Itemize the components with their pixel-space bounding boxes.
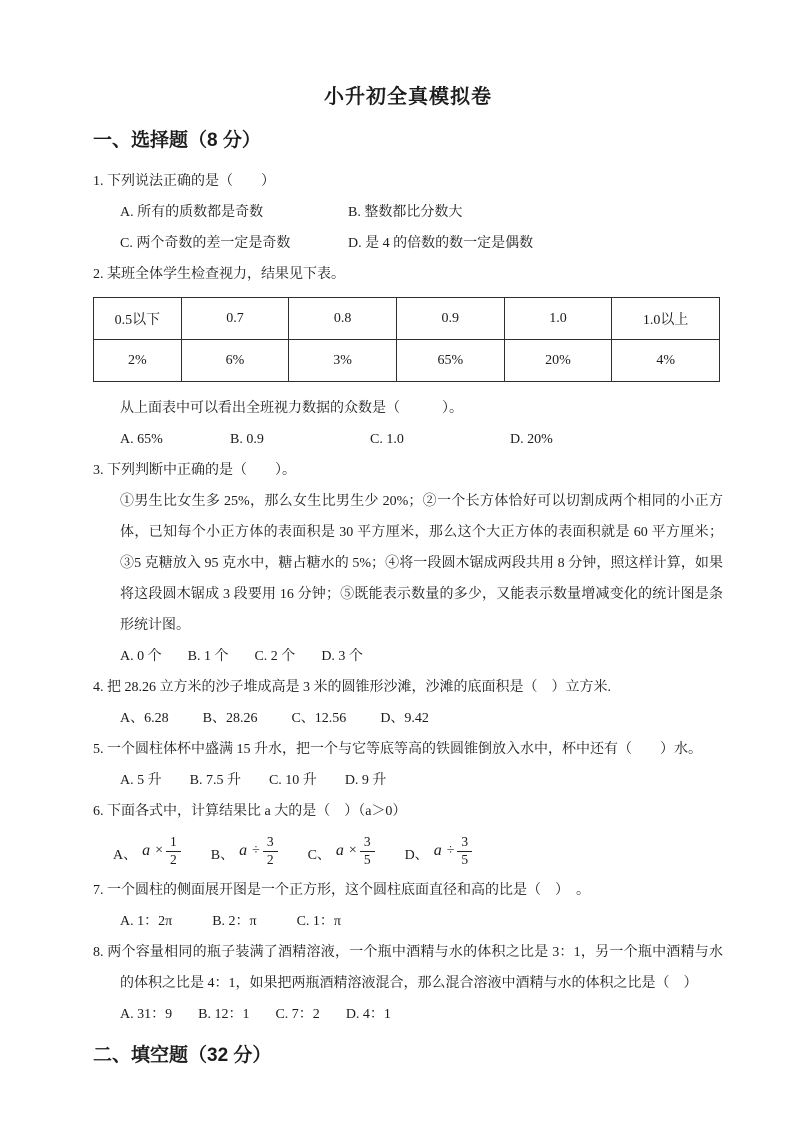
- question-1: [93, 166, 723, 259]
- vision-header-cell: 0.9: [396, 298, 504, 340]
- question-5: [93, 734, 723, 796]
- q8-option-c: C. 7：2: [275, 1007, 320, 1022]
- vision-value-cell: 3%: [289, 340, 397, 382]
- question-3-stem: 3. 下列判断中正确的是（ ）。: [93, 463, 296, 478]
- q6-option-b-fraction: [263, 835, 278, 868]
- q8-option-d: D. 4：1: [345, 1007, 391, 1022]
- question-8-options: [120, 999, 723, 1030]
- q7-option-c: C. 1：π: [296, 914, 341, 929]
- fraction-numerator: 3: [457, 835, 472, 852]
- fraction-denominator: 5: [363, 851, 371, 867]
- vision-value-cell: 4%: [612, 340, 720, 382]
- question-6: [93, 796, 723, 875]
- question-6-options: [113, 827, 723, 875]
- question-3-options: [120, 641, 723, 672]
- vision-header-cell: 1.0以上: [612, 298, 720, 340]
- q6-option-b: [211, 835, 278, 868]
- section-1-heading: 一、选择题（8 分）: [93, 130, 261, 151]
- section-2-heading: 二、填空题（32 分）: [93, 1045, 272, 1066]
- q6-option-a-label: A、: [113, 848, 138, 863]
- q6-option-c: [308, 835, 375, 868]
- vision-table-value-row: [94, 340, 720, 382]
- q5-option-d: D. 9 升: [344, 773, 387, 788]
- q2-option-a: A. 65%: [120, 432, 163, 447]
- q3-option-b: B. 1 个: [187, 649, 229, 664]
- q6-option-a-fraction: [166, 835, 181, 868]
- divide-operator: ÷: [446, 843, 455, 858]
- q3-option-c: C. 2 个: [254, 649, 296, 664]
- q3-option-d: D. 3 个: [321, 649, 363, 664]
- q1-option-b: B. 整数都比分数大: [348, 205, 463, 220]
- q2-option-b: B. 0.9: [230, 432, 264, 447]
- q8-option-b: B. 12：1: [198, 1007, 250, 1022]
- question-8: [93, 937, 723, 1030]
- divide-operator: ÷: [252, 843, 260, 858]
- q1-option-c: C. 两个奇数的差一定是奇数: [120, 236, 291, 251]
- q7-option-b: B. 2：π: [212, 914, 257, 929]
- question-4: [93, 672, 723, 734]
- q6-option-c-label: C、: [307, 848, 331, 863]
- q6-option-a-variable: a: [142, 842, 151, 859]
- question-7-stem: 7. 一个圆柱的侧面展开图是一个正方形，这个圆柱底面直径和高的比是（ ） 。: [93, 883, 590, 898]
- q6-option-c-variable: a: [335, 842, 344, 859]
- page-title: 小升初全真模拟卷: [324, 86, 492, 108]
- vision-header-cell: 0.5以下: [94, 298, 182, 340]
- fraction-denominator: 2: [266, 851, 274, 867]
- q1-option-a: A. 所有的质数都是奇数: [120, 205, 264, 220]
- question-8-stem: 8. 两个容量相同的瓶子装满了酒精溶液，一个瓶中酒精与水的体积之比是 3：1，另一个瓶中酒精与水的体积之比是 4：1，如果把两瓶酒精溶液混合，那么混合溶液中酒精与水的体积之比是（ ）: [93, 945, 723, 991]
- question-3-body: ①男生比女生多 25%，那么女生比男生少 20%；②一个长方体恰好可以切割成两个相同的小正方体，已知每个小正方体的表面积是 30 平方厘米，那么这个大正方体的表面积就是 60 平方厘米；③5 克糖放入 95 克水中，糖占糖水的 5%；④将一段圆木锯成两段共用 8 分钟，照这样计算，如果将这段圆木锯成 3 段要用 16 分钟；⑤既能表示数量的多少，又能表示数量增减变化的统计图是条形统计图。: [120, 494, 723, 633]
- q4-option-d: D、9.42: [380, 711, 429, 726]
- q1-option-d: D. 是 4 的倍数的数一定是偶数: [348, 236, 534, 251]
- question-2-options: [120, 424, 723, 455]
- fraction-denominator: 2: [170, 851, 177, 867]
- q5-option-b: B. 7.5 升: [189, 773, 241, 788]
- multiply-operator: ×: [155, 843, 164, 858]
- q6-option-a: [113, 835, 181, 868]
- q6-option-b-variable: a: [239, 842, 248, 859]
- vision-header-cell: 0.7: [181, 298, 289, 340]
- q7-option-a: A. 1：2π: [120, 914, 173, 929]
- question-2-followup: 从上面表中可以看出全班视力数据的众数是（ ）。: [120, 401, 463, 416]
- q3-option-a: A. 0 个: [120, 649, 162, 664]
- q6-option-d-fraction: [457, 835, 472, 868]
- vision-value-cell: 2%: [94, 340, 182, 382]
- question-2-stem: 2. 某班全体学生检查视力，结果见下表。: [93, 267, 345, 282]
- vision-table-header-row: [94, 298, 720, 340]
- q6-option-d: [405, 835, 473, 868]
- vision-header-cell: 0.8: [289, 298, 397, 340]
- q2-option-d: D. 20%: [510, 432, 553, 447]
- question-2: [93, 259, 723, 455]
- vision-header-cell: 1.0: [504, 298, 612, 340]
- q6-option-c-fraction: [360, 835, 375, 868]
- question-7: [93, 875, 723, 937]
- fraction-numerator: 1: [166, 835, 181, 852]
- question-4-options: [120, 703, 723, 734]
- q4-option-c: C、12.56: [291, 711, 347, 726]
- vision-value-cell: 6%: [181, 340, 289, 382]
- question-4-stem: 4. 把 28.26 立方米的沙子堆成高是 3 米的圆锥形沙滩，沙滩的底面积是（ ）立方米.: [93, 680, 611, 695]
- q5-option-a: A. 5 升: [120, 773, 162, 788]
- q5-option-c: C. 10 升: [268, 773, 317, 788]
- q4-option-b: B、28.26: [202, 711, 258, 726]
- vision-data-table: [93, 297, 720, 382]
- q4-option-a: A、6.28: [120, 711, 169, 726]
- question-5-stem: 5. 一个圆柱体杯中盛满 15 升水，把一个与它等底等高的铁圆锥倒放入水中，杯中还有（ ）水。: [93, 742, 702, 757]
- question-6-stem: 6. 下面各式中，计算结果比 a 大的是（ ）（a＞0）: [93, 804, 407, 819]
- q6-option-b-label: B、: [210, 848, 235, 863]
- fraction-denominator: 5: [461, 851, 469, 867]
- question-1-stem: 1. 下列说法正确的是（ ）: [93, 174, 275, 189]
- q6-option-d-label: D、: [404, 848, 429, 863]
- fraction-numerator: 3: [263, 835, 278, 852]
- question-5-options: [120, 765, 723, 796]
- vision-value-cell: 20%: [504, 340, 612, 382]
- question-3: [93, 455, 723, 672]
- q6-option-d-variable: a: [433, 842, 442, 859]
- question-1-options: [120, 197, 723, 259]
- fraction-numerator: 3: [360, 835, 375, 852]
- q2-option-c: C. 1.0: [370, 432, 404, 447]
- q8-option-a: A. 31：9: [120, 1007, 173, 1022]
- multiply-operator: ×: [348, 843, 357, 858]
- question-7-options: [120, 906, 723, 937]
- vision-value-cell: 65%: [396, 340, 504, 382]
